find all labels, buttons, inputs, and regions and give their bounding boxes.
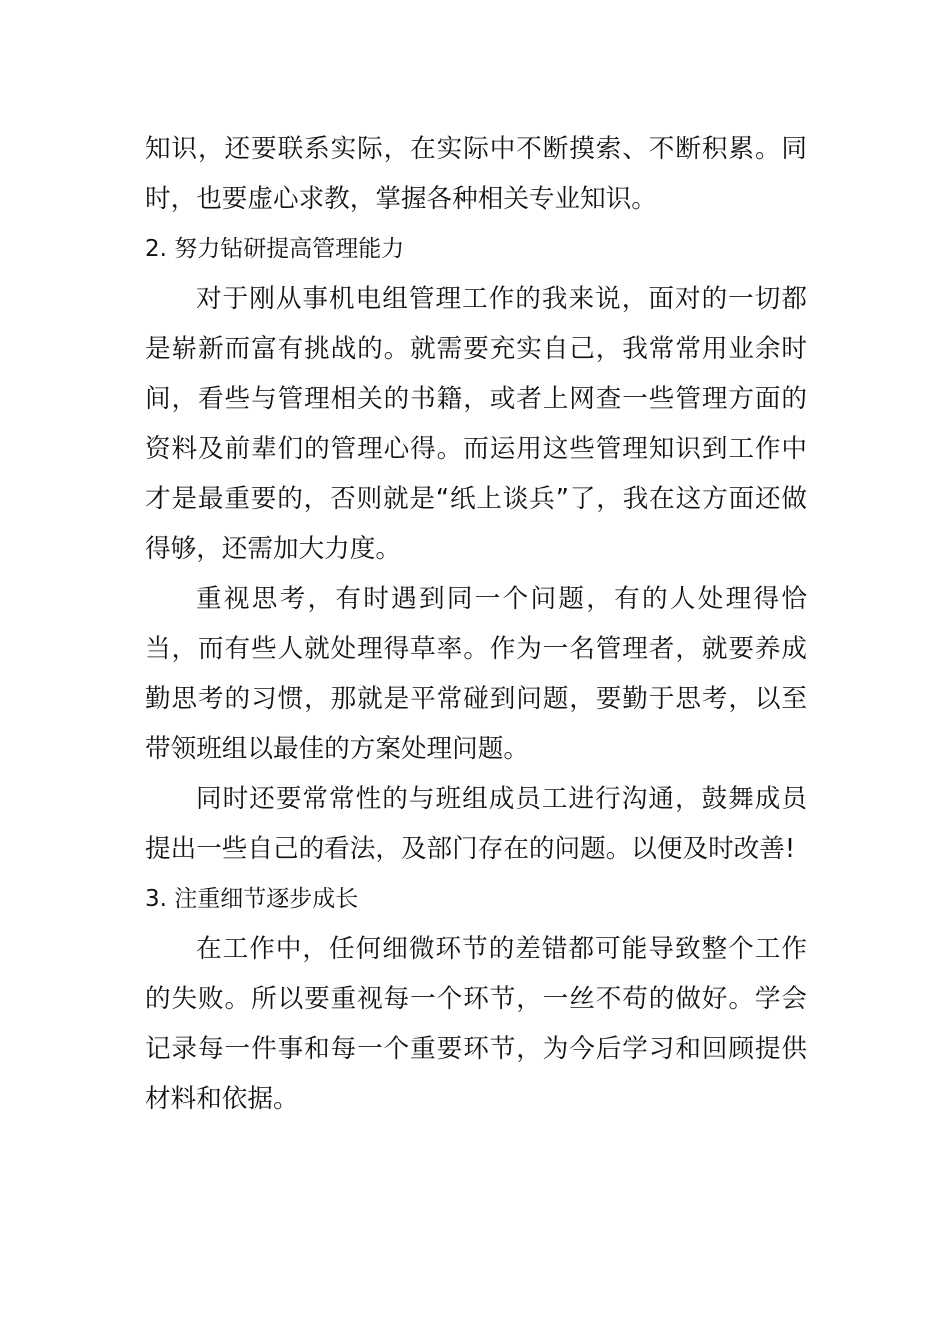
section-heading-2: 2. 努力钻研提高管理能力 xyxy=(145,236,405,262)
section-heading-3: 3. 注重细节逐步成长 xyxy=(145,886,359,912)
document-body xyxy=(145,124,807,1124)
paragraph-continuation: 知识，还要联系实际，在实际中不断摸索、不断积累。同时，也要虚心求教，掌握各种相关专业知识。 xyxy=(145,134,807,214)
paragraph-details: 在工作中，任何细微环节的差错都可能导致整个工作的失败。所以要重视每一个环节，一丝不苟的做好。学会记录每一件事和每一个重要环节，为今后学习和回顾提供材料和依据。 xyxy=(145,934,807,1114)
paragraph-management-learning: 对于刚从事机电组管理工作的我来说，面对的一切都是崭新而富有挑战的。就需要充实自己，我常常用业余时间，看些与管理相关的书籍，或者上网查一些管理方面的资料及前辈们的管理心得。而运用这些管理知识到工作中才是最重要的，否则就是“纸上谈兵”了，我在这方面还做得够，还需加大力度。 xyxy=(145,284,807,564)
paragraph-thinking: 重视思考，有时遇到同一个问题，有的人处理得恰当，而有些人就处理得草率。作为一名管理者，就要养成勤思考的习惯，那就是平常碰到问题，要勤于思考，以至带领班组以最佳的方案处理问题。 xyxy=(145,584,807,764)
paragraph-communication: 同时还要常常性的与班组成员工进行沟通，鼓舞成员提出一些自己的看法，及部门存在的问题。以便及时改善! xyxy=(145,784,807,864)
